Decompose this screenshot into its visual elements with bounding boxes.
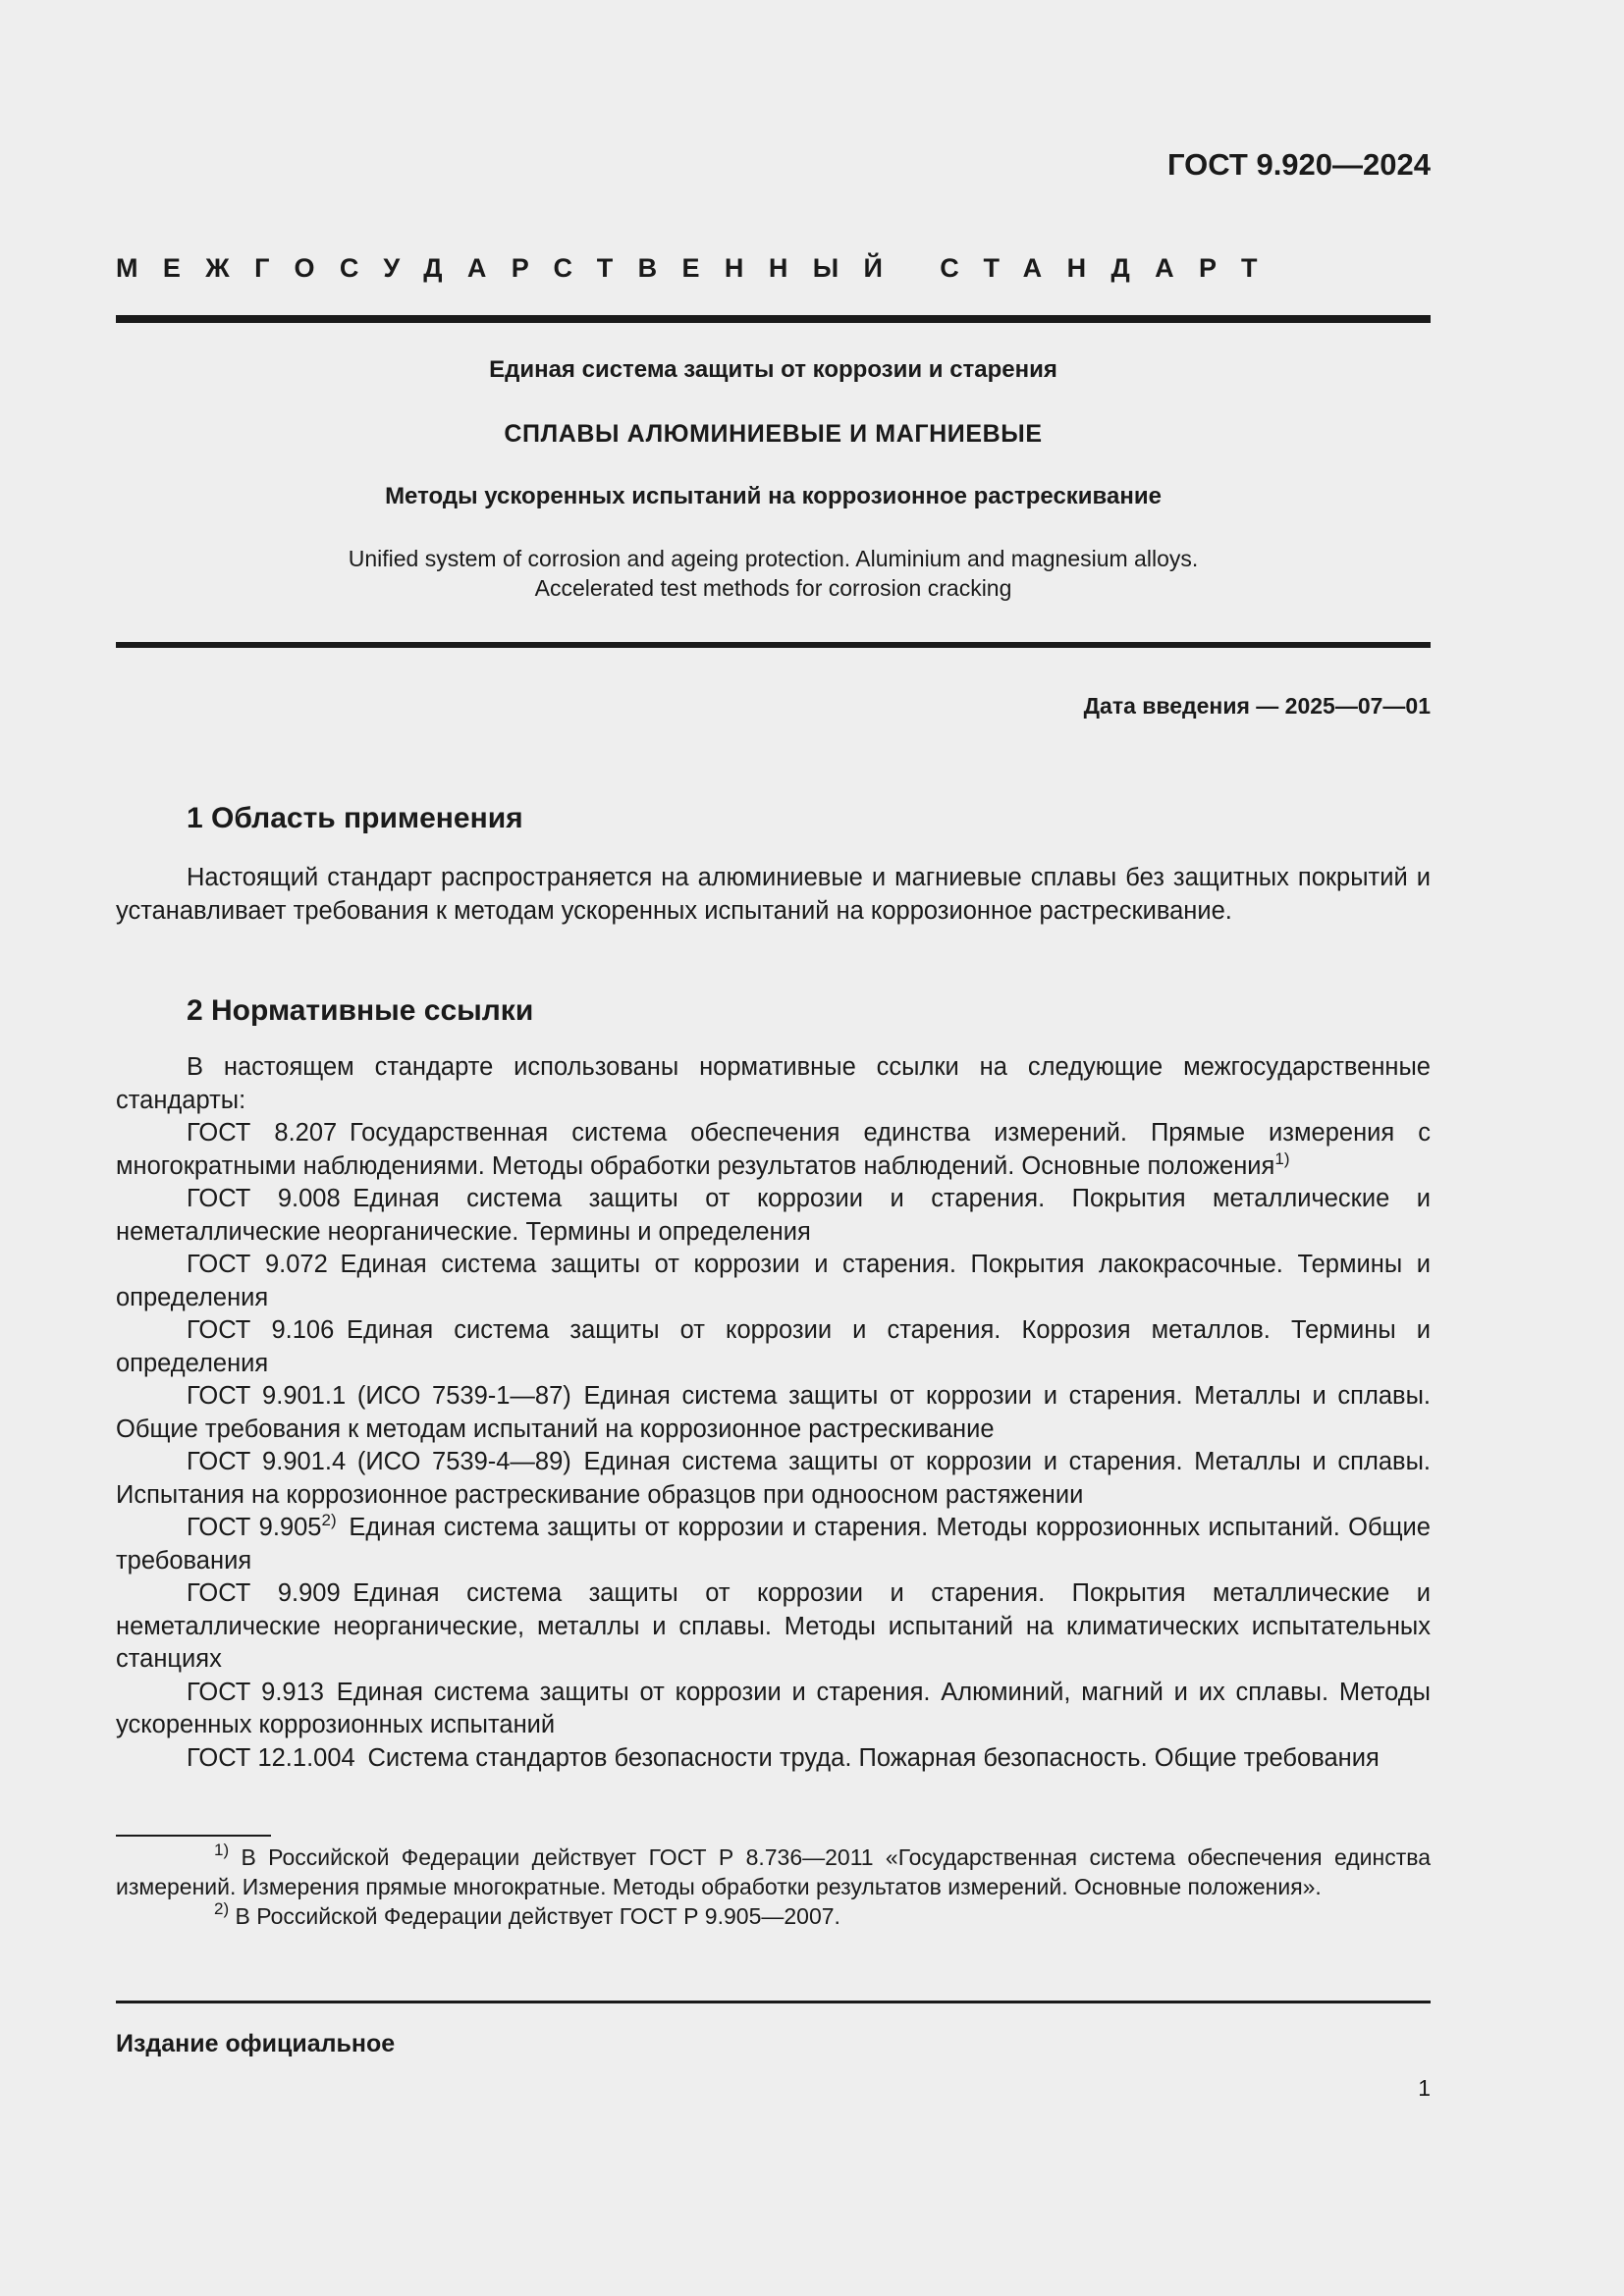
- footnote-item: [116, 1901, 1431, 1931]
- reference-item: [116, 1183, 1431, 1249]
- references-block: [116, 1051, 1431, 1775]
- reference-title: Единая система защиты от коррозии и старения. Покрытия металлические и неметаллические неорганические, металлы и сплавы. Методы испытаний на климатических испытательных станциях: [116, 1579, 1431, 1673]
- references-intro: В настоящем стандарте использованы нормативные ссылки на следующие межгосударственные стандарты:: [116, 1053, 1431, 1114]
- reference-item: [116, 1446, 1431, 1512]
- reference-item: [116, 1677, 1431, 1742]
- reference-code: ГОСТ 9.008: [187, 1185, 341, 1212]
- reference-item: [116, 1249, 1431, 1314]
- title-methods: Методы ускоренных испытаний на коррозионное растрескивание: [385, 483, 1162, 509]
- title-system: Единая система защиты от коррозии и старения: [489, 356, 1057, 383]
- reference-item: [116, 1117, 1431, 1183]
- footnote-mark: 2): [321, 1511, 337, 1529]
- introduction-date: Дата введения — 2025—07—01: [1083, 693, 1431, 719]
- section-1-heading: 1 Область применения: [187, 802, 523, 834]
- reference-code: ГОСТ 9.913: [187, 1678, 324, 1706]
- title-english-line1: Unified system of corrosion and ageing protection. Aluminium and magnesium alloys.: [348, 546, 1199, 571]
- footnote-item: [116, 1842, 1431, 1901]
- bottom-divider: [116, 2001, 1431, 2003]
- reference-code: ГОСТ 9.909: [187, 1579, 341, 1607]
- title-divider: [116, 642, 1431, 648]
- reference-code: ГОСТ 9.106: [187, 1316, 335, 1344]
- reference-item: [116, 1742, 1431, 1776]
- section-1-text: Настоящий стандарт распространяется на алюминиевые и магниевые сплавы без защитных покрытий и устанавливает требования к методам ускоренных испытаний на коррозионное растрескивание.: [116, 864, 1431, 925]
- section-2-heading: 2 Нормативные ссылки: [187, 994, 534, 1027]
- footnote-separator: [116, 1835, 271, 1837]
- reference-title: Единая система защиты от коррозии и старения. Покрытия металлические и неметаллические неорганические. Термины и определения: [116, 1185, 1431, 1246]
- reference-title: Единая система защиты от коррозии и старения. Металлы и сплавы. Испытания на коррозионное растрескивание образцов при одноосном растяжении: [116, 1448, 1431, 1509]
- gost-number: ГОСТ 9.920—2024: [1167, 147, 1431, 182]
- reference-item: [116, 1314, 1431, 1380]
- reference-title: Единая система защиты от коррозии и старения. Коррозия металлов. Термины и определения: [116, 1316, 1431, 1377]
- footnote-mark: 1): [1274, 1148, 1290, 1168]
- reference-title: Система стандартов безопасности труда. Пожарная безопасность. Общие требования: [367, 1743, 1380, 1772]
- reference-code: ГОСТ 8.207: [187, 1119, 338, 1147]
- reference-code: ГОСТ 12.1.004: [187, 1743, 355, 1772]
- reference-title: Единая система защиты от коррозии и старения. Алюминий, магний и их сплавы. Методы ускоренных коррозионных испытаний: [116, 1678, 1431, 1738]
- footnote-text: В Российской Федерации действует ГОСТ Р 9.905—2007.: [235, 1903, 840, 1929]
- reference-title: Единая система защиты от коррозии и старения. Методы коррозионных испытаний. Общие требования: [116, 1514, 1431, 1575]
- reference-code: ГОСТ 9.901.1 (ИСО 7539-1—87): [187, 1382, 571, 1410]
- reference-title: Государственная система обеспечения единства измерений. Прямые измерения с многократными наблюдениями. Методы обработки результатов наблюдений. Основные положения: [116, 1119, 1431, 1180]
- document-page: [116, 0, 1431, 2296]
- reference-code: ГОСТ 9.072: [187, 1251, 328, 1278]
- reference-title: Единая система защиты от коррозии и старения. Покрытия лакокрасочные. Термины и определения: [116, 1251, 1431, 1311]
- title-english-line2: Accelerated test methods for corrosion cracking: [534, 575, 1012, 601]
- footnotes: [116, 1842, 1431, 1931]
- footnote-number: 2): [214, 1899, 230, 1918]
- reference-item: [116, 1380, 1431, 1446]
- reference-code: ГОСТ 9.905: [187, 1514, 322, 1541]
- page-number: 1: [1418, 2075, 1431, 2101]
- edition-label: Издание официальное: [116, 2030, 396, 2057]
- reference-item: [116, 1577, 1431, 1677]
- reference-list: [116, 1117, 1431, 1775]
- section-1-body: [116, 862, 1431, 928]
- reference-code: ГОСТ 9.901.4 (ИСО 7539-4—89): [187, 1448, 571, 1475]
- title-english: [116, 544, 1431, 603]
- footnote-number: 1): [214, 1841, 230, 1859]
- reference-title: Единая система защиты от коррозии и старения. Металлы и сплавы. Общие требования к методам испытаний на коррозионное растрескивание: [116, 1382, 1431, 1443]
- top-divider: [116, 315, 1431, 323]
- footnote-text: В Российской Федерации действует ГОСТ Р 8.736—2011 «Государственная система обеспечения единства измерений. Измерения прямые многократные. Методы обработки результатов измерений. Основные положения».: [116, 1844, 1431, 1899]
- standard-type: МЕЖГОСУДАРСТВЕННЫЙ СТАНДАРТ: [116, 253, 1282, 283]
- title-main: СПЛАВЫ АЛЮМИНИЕВЫЕ И МАГНИЕВЫЕ: [504, 420, 1043, 448]
- reference-item: [116, 1512, 1431, 1577]
